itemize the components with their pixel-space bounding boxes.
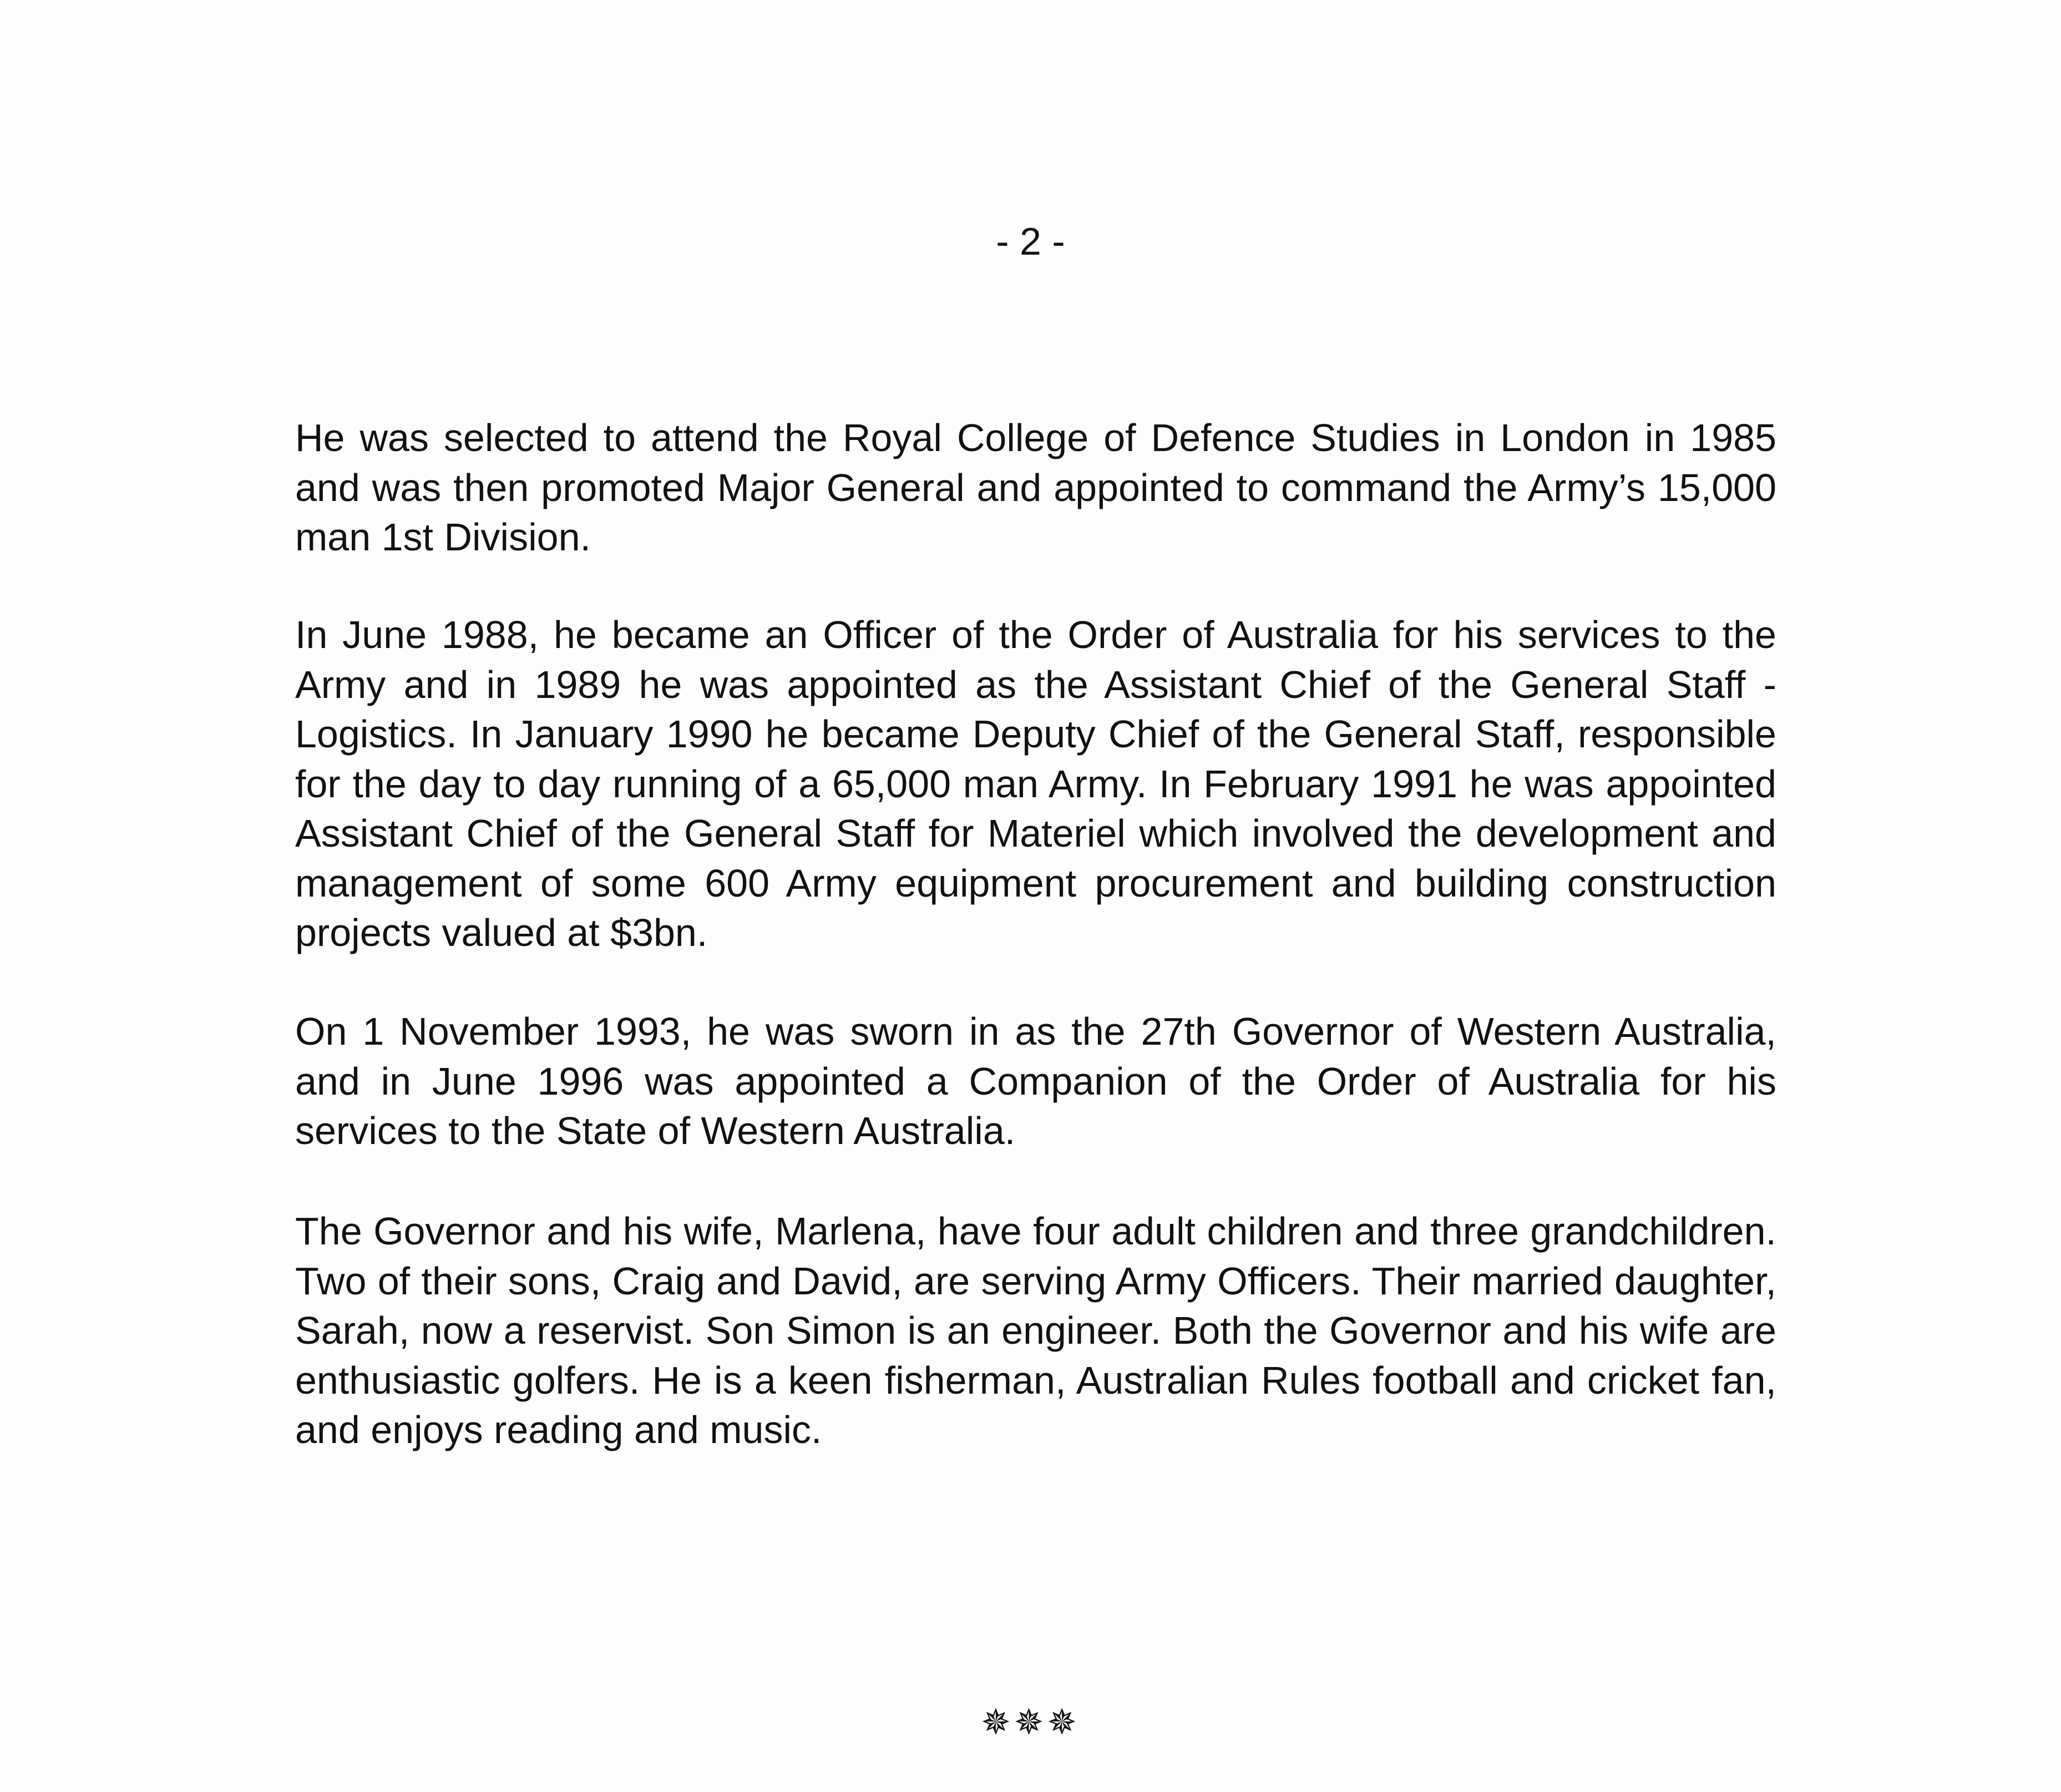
paragraph-family — [295, 1207, 1776, 1455]
paragraph-rcds — [295, 413, 1776, 563]
paragraph-text: He was selected to attend the Royal College of Defence Studies in London in 1985 and was then promoted Major General and appointed to command the Army’s 15,000 man 1st Division. — [295, 416, 1776, 559]
end-mark-asterisks: ✵✵✵ — [981, 1702, 1080, 1743]
paragraph-text: The Governor and his wife, Marlena, have four adult children and three grandchildren. Two of their sons, Craig and David, are serving Army Officers. Their married daughter, Sarah, now a reservist. Son Simon is an engineer. Both the Governor and his wife are enthusiastic golfers. He is a keen fisherman, Australian Rules football and cricket fan, and enjoys reading and music. — [295, 1209, 1776, 1451]
paragraph-text: On 1 November 1993, he was sworn in as the 27th Governor of Western Australia, and in June 1996 was appointed a Companion of the Order of Australia for his services to the State of Western Australia. — [295, 1010, 1776, 1152]
page-number: - 2 - — [996, 220, 1065, 263]
paragraph-order-of-australia — [295, 610, 1776, 958]
paragraph-governor — [295, 1007, 1776, 1156]
paragraph-text: In June 1988, he became an Officer of the Order of Australia for his services to the Army and in 1989 he was appointed as the Assistant Chief of the General Staff - Logistics. In January 1990 he became Deputy Chief of the General Staff, responsible for the day to day running of a 65,000 man Army. In February 1991 he was appointed Assistant Chief of the General Staff for Materiel which involved the development and management of some 600 Army equipment procurement and building construction projects valued at $3bn. — [295, 613, 1776, 954]
